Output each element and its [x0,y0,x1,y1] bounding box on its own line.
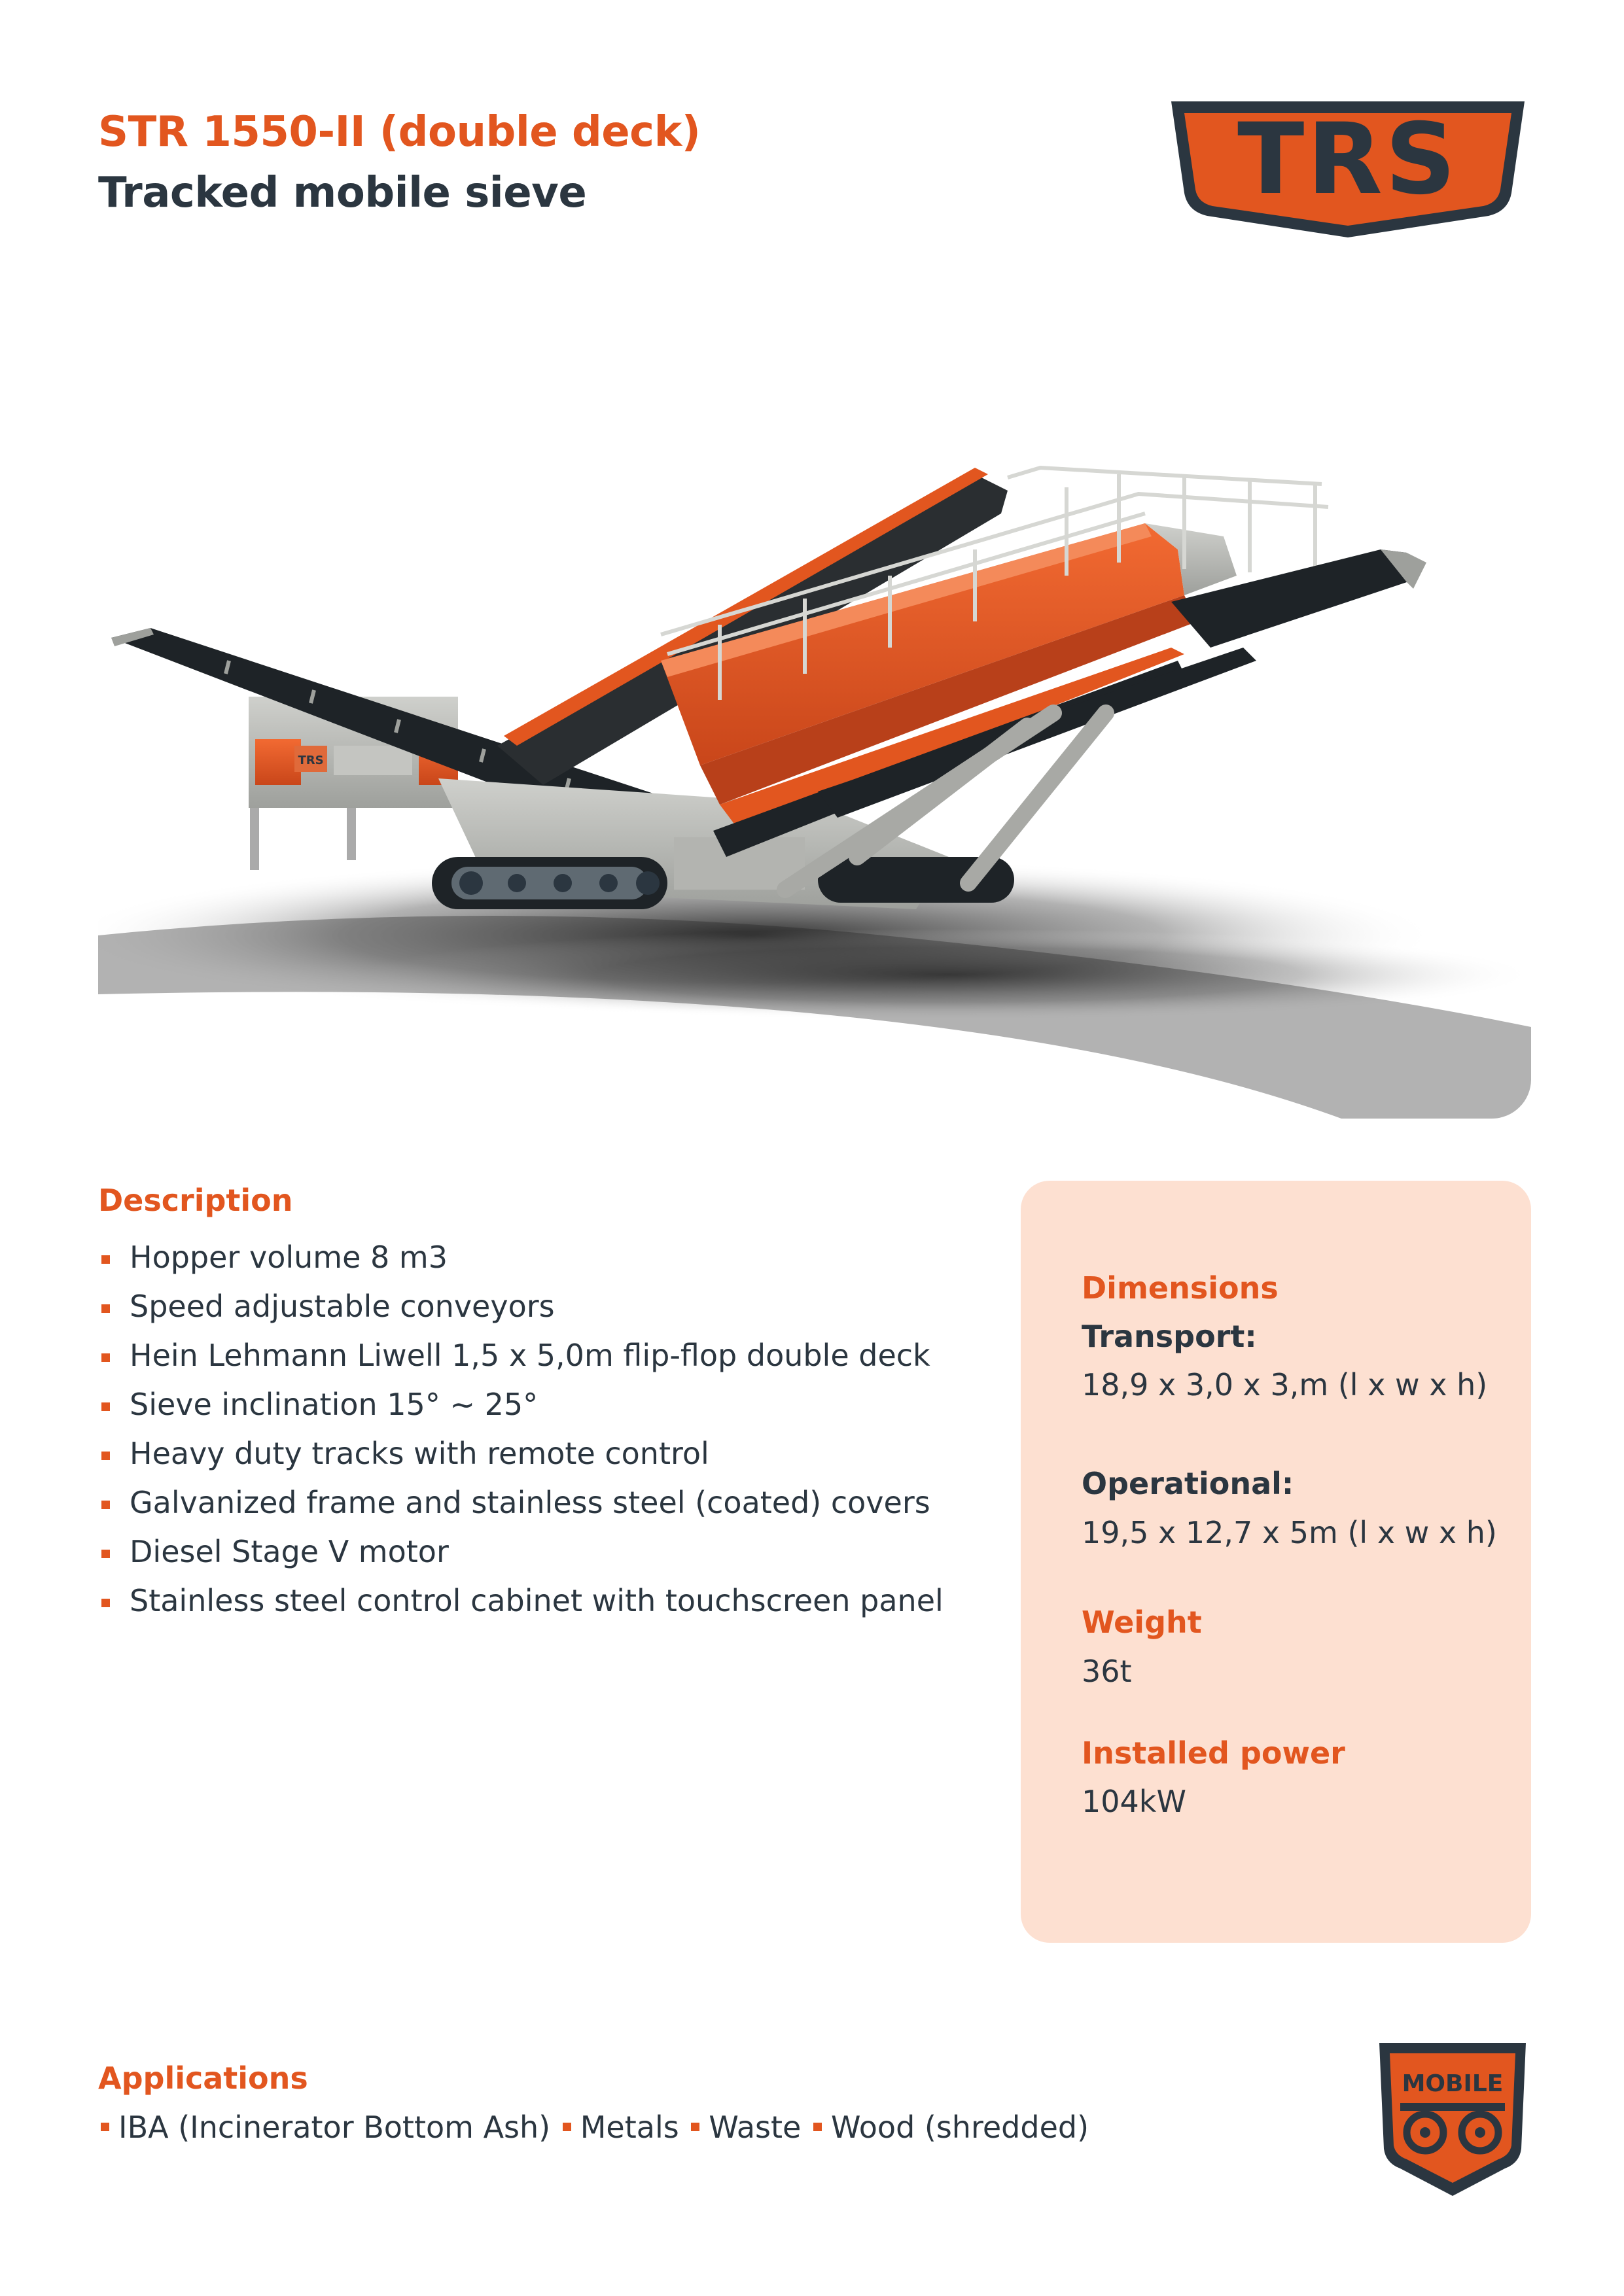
description-item: Diesel Stage V motor [98,1527,981,1576]
operational-label: Operational: [1082,1466,1294,1501]
bullet-icon [563,2123,571,2131]
application-item: IBA (Incinerator Bottom Ash) [118,2110,551,2145]
description-list [98,1233,981,1626]
hero-image [98,438,1531,1119]
transport-label: Transport: [1082,1319,1257,1354]
application-item: Metals [580,2110,679,2145]
application-item: Waste [709,2110,802,2145]
description-heading: Description [98,1183,293,1218]
description-item: Heavy duty tracks with remote control [98,1429,981,1478]
trs-logo-icon [1165,95,1531,242]
applications-list [98,2110,1089,2145]
weight-value: 36t [1082,1654,1132,1689]
svg-text:TRS: TRS [298,754,324,767]
weight-heading: Weight [1082,1605,1202,1640]
description-item: Stainless steel control cabinet with touchscreen panel [98,1576,981,1626]
specs-panel [1021,1181,1531,1943]
power-heading: Installed power [1082,1735,1345,1771]
trs-logo-text: TRS [1237,103,1458,217]
description-item: Galvanized frame and stainless steel (coated) covers [98,1478,981,1527]
tracked-mobile-sieve-icon [98,438,1531,1119]
application-item: Wood (shredded) [831,2110,1089,2145]
transport-value: 18,9 x 3,0 x 3,m (l x w x h) [1082,1367,1488,1402]
bullet-icon [101,2123,109,2131]
applications-heading: Applications [98,2061,308,2096]
operational-value: 19,5 x 12,7 x 5m (l x w x h) [1082,1515,1497,1550]
description-item: Hopper volume 8 m3 [98,1233,981,1282]
power-value: 104kW [1082,1784,1186,1819]
bullet-icon [691,2123,699,2131]
description-item: Sieve inclination 15° ~ 25° [98,1380,981,1429]
dimensions-heading: Dimensions [1082,1270,1279,1306]
mobile-badge-text: MOBILE [1402,2070,1504,2097]
bullet-icon [813,2123,822,2131]
product-subtitle: Tracked mobile sieve [98,169,587,217]
product-title: STR 1550-II (double deck) [98,108,701,156]
description-item: Hein Lehmann Liwell 1,5 x 5,0m flip-flop double deck [98,1331,981,1380]
description-item: Speed adjustable conveyors [98,1282,981,1331]
mobile-badge-icon [1374,2038,1531,2201]
